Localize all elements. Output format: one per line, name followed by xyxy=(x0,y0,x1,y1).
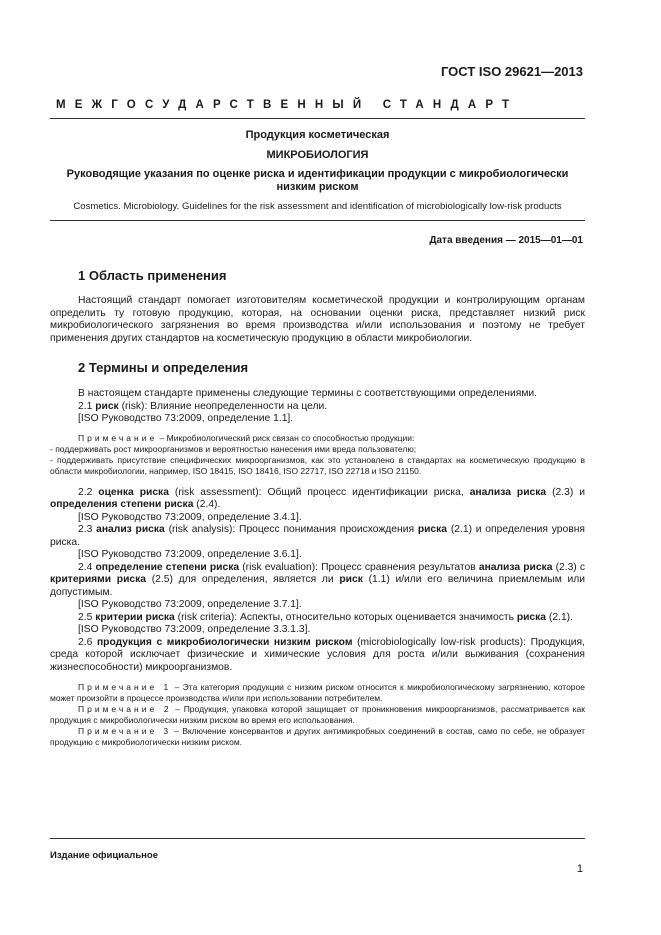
page-number: 1 xyxy=(576,863,583,875)
reference-2-3: [ISO Руководство 73:2009, определение 3.6.1]. xyxy=(78,549,302,560)
section-1-body xyxy=(50,295,585,345)
section-2-heading: 2 Термины и определения xyxy=(78,360,249,375)
footer-divider xyxy=(50,838,585,839)
section-2-body xyxy=(50,388,585,748)
definition-2-6: 2.6 продукция с микробиологически низким риском (microbiologically low-risk products): Продукция, среда которой исключает физические и химические условия для роста и/или выживания (сохранения жизнеспособности) микроорганизмов. xyxy=(50,636,585,673)
reference-2-2: [ISO Руководство 73:2009, определение 3.4.1]. xyxy=(78,511,302,523)
standard-code: ГОСТ ISO 29621—2013 xyxy=(440,64,583,79)
definition-2-1: 2.1 риск (risk): Влияние неопределенности на цели. xyxy=(78,400,328,412)
note-2-1-bullet-2: - поддерживать присутствие специфических микроорганизмов, как это установлено в стандартах на косметическую продукцию в области микробиологии, например, ISO 18415, ISO 18416, ISO 22717, ISO 22718 и ISO 21150. xyxy=(50,454,585,476)
effective-date: Дата введения — 2015—01—01 xyxy=(429,235,583,246)
section-1-heading: 1 Область применения xyxy=(78,268,227,283)
definition-2-2: 2.2 оценка риска (risk assessment): Общий процесс идентификации риска, анализа риска (2.3) и определения степени риска (2.4). xyxy=(50,486,585,510)
top-divider xyxy=(50,118,585,119)
title-line-3: Руководящие указания по оценке риска и идентификации продукции с микробиологически низким риском xyxy=(66,168,569,193)
definition-2-3: 2.3 анализ риска (risk analysis): Процесс понимания происхождения риска (2.1) и определения уровня риска. xyxy=(50,524,585,548)
definition-2-4: 2.4 определение степени риска (risk evaluation): Процесс сравнения результатов анализа риска (2.3) с критериями риска (2.5) для определения, является ли риск (1.1) и/или его величина приемлемым или допустимым. xyxy=(50,561,585,598)
title-divider xyxy=(50,220,585,221)
reference-2-1: [ISO Руководство 73:2009, определение 1.1]. xyxy=(78,413,294,424)
title-english: Cosmetics. Microbiology. Guidelines for the risk assessment and identification of microbiologically low-risk products xyxy=(73,201,562,212)
section-2-intro: В настоящем стандарте применены следующие термины с соответствующими определениями. xyxy=(78,388,538,399)
section-1-text: Настоящий стандарт помогает изготовителям косметической продукции и контролирующим органам определить ту готовую продукцию, которая, на основании оценки риска, представляет низкий риск микробиологического загрязнения во время производства и/или использования и поэтому не требует применения других стандартов на косметическую продукцию в области микробиологии. xyxy=(50,295,585,344)
note-2-1: Примечание – Микробиологический риск связан со способностью продукции: xyxy=(78,432,415,443)
title-line-1: Продукция косметическая xyxy=(245,129,390,141)
note-2-1-bullet-1: - поддерживать рост микроорганизмов и вероятностью нанесения ими вреда пользователю; xyxy=(50,443,417,454)
reference-2-5: [ISO Руководство 73:2009, определение 3.3.1.3]. xyxy=(78,624,311,635)
note-2-6-3: Примечание 3 – Включение консервантов и других антимикробных соединений в состав, само по себе, не образует продукцию с микробиологически низким риском. xyxy=(50,726,585,747)
note-2-6-1: Примечание 1 – Эта категория продукции с низким риском относится к микробиологическому загрязнению, которое может произойти в процессе производства и/или при использовании потребителем. xyxy=(50,682,585,703)
definition-2-5: 2.5 критерии риска (risk criteria): Аспекты, относительно которых оценивается значимость риска (2.1). xyxy=(78,611,573,623)
title-line-2: МИКРОБИОЛОГИЯ xyxy=(266,149,369,161)
interstate-standard-banner: МЕЖГОСУДАРСТВЕННЫЙ СТАНДАРТ xyxy=(56,99,519,111)
edition-label: Издание официальное xyxy=(50,850,158,861)
note-2-6-2: Примечание 2 – Продукция, упаковка которой защищает от проникновения микроорганизмов, рассматривается как продукция с микробиологически низким риском во время его использования. xyxy=(50,704,585,725)
reference-2-4: [ISO Руководство 73:2009, определение 3.7.1]. xyxy=(78,599,302,610)
